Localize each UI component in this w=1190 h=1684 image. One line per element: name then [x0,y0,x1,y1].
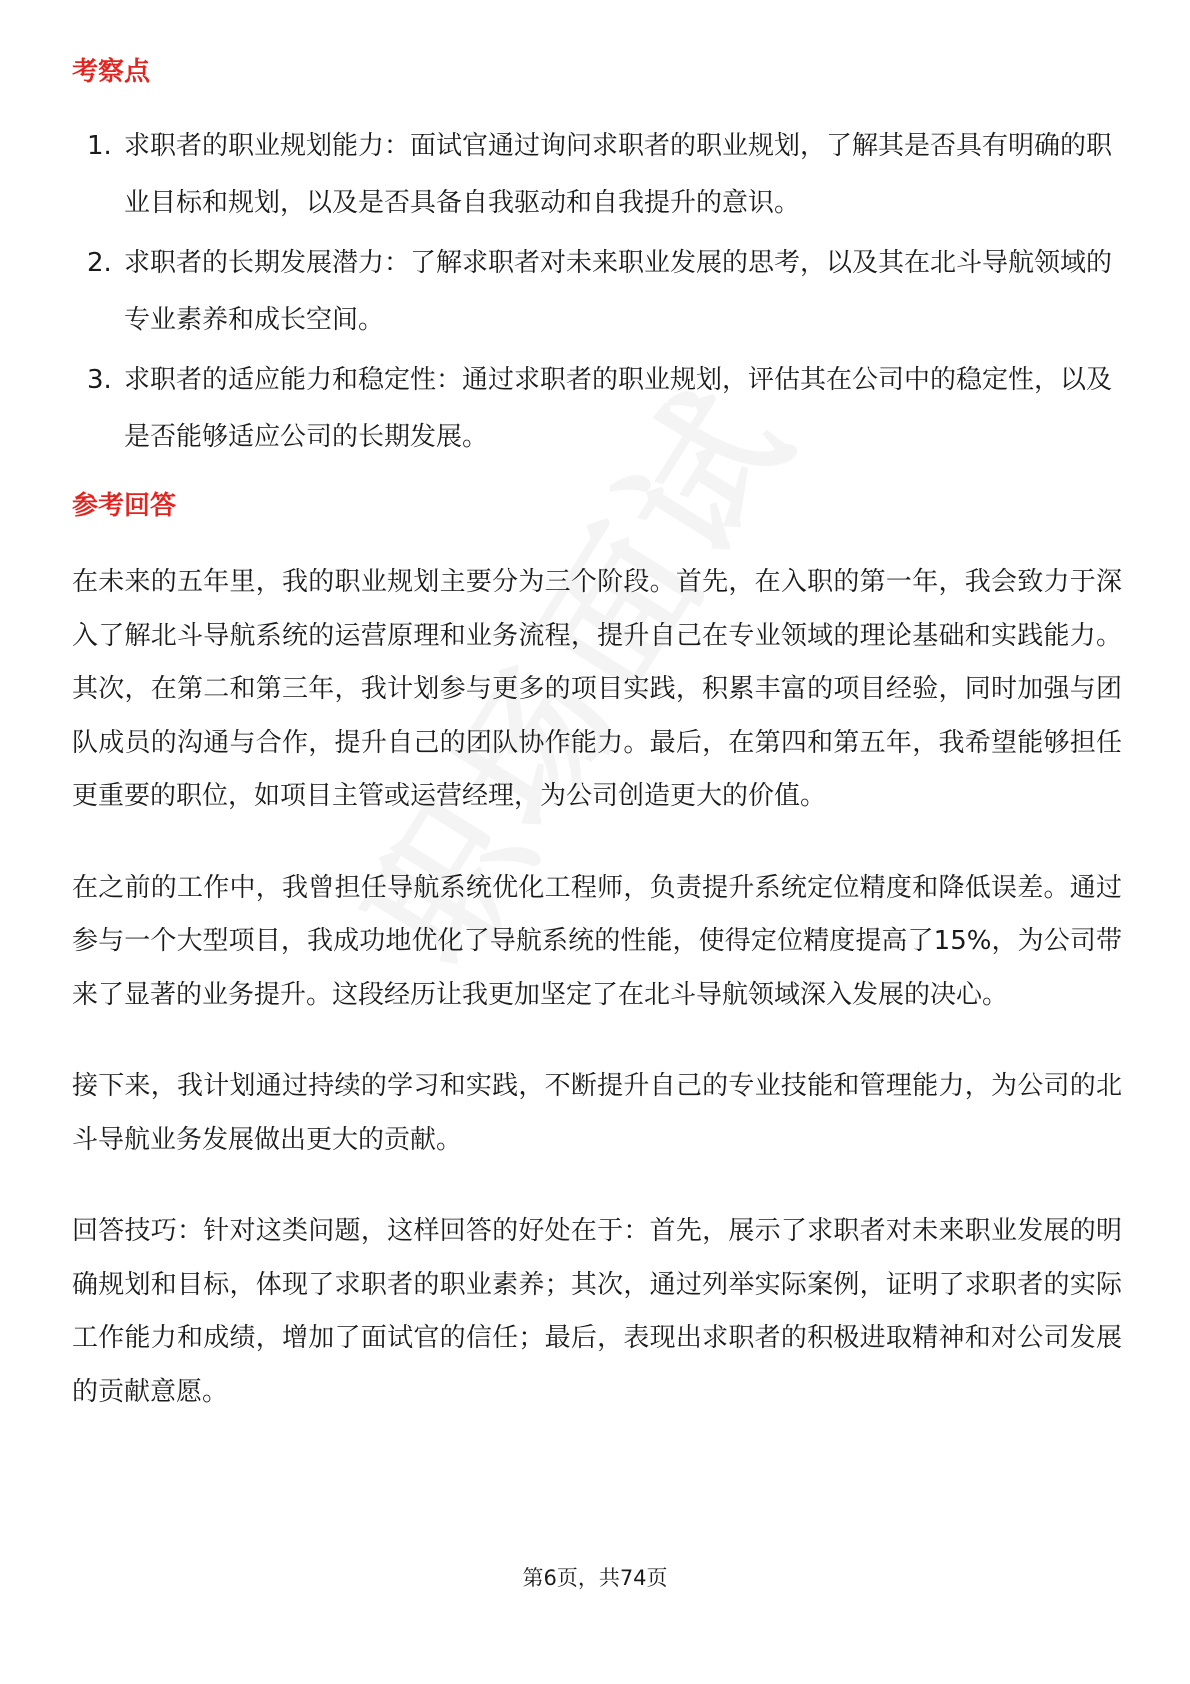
page-number: 第6页，共74页 [522,1566,668,1590]
list-item-number: 2. [87,248,112,278]
answer-paragraph: 接下来，我计划通过持续的学习和实践，不断提升自己的专业技能和管理能力，为公司的北斗导航业务发展做出更大的贡献。 [72,1071,1122,1155]
section-title-points: 考察点 [72,57,151,87]
list-item-text: 求职者的适应能力和稳定性：通过求职者的职业规划，评估其在公司中的稳定性，以及是否能够适应公司的长期发展。 [124,365,1113,452]
list-item [72,235,1122,349]
answer-paragraph: 在之前的工作中，我曾担任导航系统优化工程师，负责提升系统定位精度和降低误差。通过参与一个大型项目，我成功地优化了导航系统的性能，使得定位精度提高了15%，为公司带来了显著的业务提升。这段经历让我更加坚定了在北斗导航领域深入发展的决心。 [72,872,1122,1010]
section-title-answer: 参考回答 [72,491,177,521]
page-content [72,46,1122,1419]
list-item [72,118,1122,232]
list-item-text: 求职者的职业规划能力：面试官通过询问求职者的职业规划，了解其是否具有明确的职业目标和规划，以及是否具备自我驱动和自我提升的意识。 [124,131,1113,218]
list-item [72,352,1122,466]
list-item-text: 求职者的长期发展潜力：了解求职者对未来职业发展的思考，以及其在北斗导航领域的专业素养和成长空间。 [124,248,1113,335]
list-item-number: 1. [87,131,112,161]
points-list [72,118,1122,466]
list-item-number: 3. [87,365,112,395]
answer-paragraph: 在未来的五年里，我的职业规划主要分为三个阶段。首先，在入职的第一年，我会致力于深入了解北斗导航系统的运营原理和业务流程，提升自己在专业领域的理论基础和实践能力。其次，在第二和第三年，我计划参与更多的项目实践，积累丰富的项目经验，同时加强与团队成员的沟通与合作，提升自己的团队协作能力。最后，在第四和第五年，我希望能够担任更重要的职位，如项目主管或运营经理，为公司创造更大的价值。 [72,567,1122,811]
tips-paragraph: 回答技巧：针对这类问题，这样回答的好处在于：首先，展示了求职者对未来职业发展的明确规划和目标，体现了求职者的职业素养；其次，通过列举实际案例，证明了求职者的实际工作能力和成绩，增加了面试官的信任；最后，表现出求职者的积极进取精神和对公司发展的贡献意愿。 [72,1216,1122,1407]
